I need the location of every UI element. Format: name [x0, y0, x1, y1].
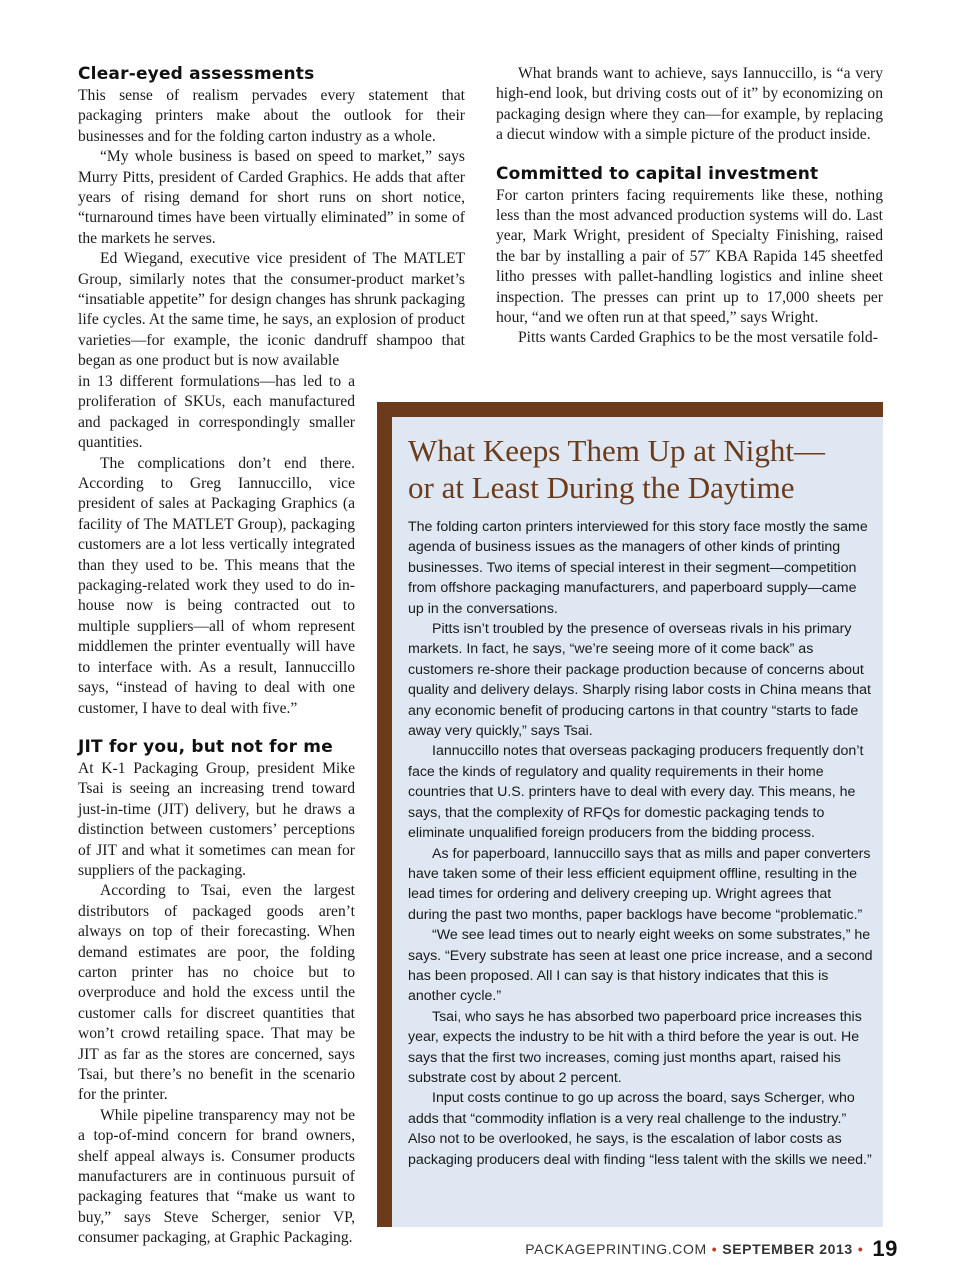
- sidebar-box: [377, 402, 883, 1227]
- left-column-top: [78, 64, 465, 372]
- sidebar-paragraph: The folding carton printers interviewed for this story face mostly the same agenda of business issues as the managers of other kinds of printing businesses. Two items of special interest in their segment—competition from offshore packaging manufacturers, and paperboard supply—came up in the conversations.: [408, 519, 868, 617]
- paragraph: Ed Wiegand, executive vice president of The MATLET Group, similarly notes that the consumer-product market’s “insatiable appetite” for design changes has shrunk packaging life cycles. At the same time, he says, an explosion of product varieties—for example, the iconic dandruff shampoo that began as one product but is now available: [78, 250, 465, 370]
- sidebar-title-line1: What Keeps Them Up at Night—: [408, 433, 825, 468]
- paragraph: “My whole business is based on speed to market,” says Murry Pitts, president of Carded Graphics. He adds that after years of rising demand for short runs on short notice, “turnaround times have been virtually eliminated” in some of the markets he serves.: [78, 148, 465, 247]
- paragraph: At K-1 Packaging Group, president Mike Tsai is seeing an increasing trend toward just-in-time (JIT) delivery, but he draws a distinction between customers’ perceptions of JIT and what it sometimes can mean for suppliers of the packaging.: [78, 759, 355, 879]
- section-heading-capital-investment: Committed to capital investment: [496, 163, 819, 184]
- paragraph: According to Tsai, even the largest distributors of packaged goods aren’t always on top of their forecasting. When demand estimates are poor, the folding carton printer has no choice but to overproduce and hold the excess until the customer calls for discreet quantities that won’t crowd retailing space. That may be JIT as far as the stores are concerned, says Tsai, but there’s no benefit in the scenario for the printer.: [78, 882, 355, 1104]
- section-heading-jit: JIT for you, but not for me: [78, 736, 333, 757]
- footer-month: SEPTEMBER 2013: [722, 1241, 853, 1257]
- bullet-icon: •: [857, 1241, 864, 1257]
- paragraph: What brands want to achieve, says Iannuccillo, is “a very high-end look, but driving costs out of it” by economizing on packaging design where they can—for example, by replacing a diecut window with a simple picture of the product inside.: [496, 65, 883, 144]
- sidebar-paragraph: Iannuccillo notes that overseas packaging producers frequently don’t face the kinds of regulatory and quality requirements in their home countries that U.S. printers have to deal with every day. This means, he says, that the complexity of RFQs for domestic packaging tends to eliminate unqualified foreign producers from the bidding process.: [408, 743, 864, 842]
- sidebar-paragraph: As for paperboard, Iannuccillo says that as mills and paper converters have taken some of their less efficient equipment offline, resulting in the lead times for ordering and delivery creeping up. Wright agrees that during the past two months, paper backlogs have become “problematic.”: [408, 845, 871, 923]
- left-column-narrow: [78, 372, 355, 1249]
- paragraph: The complications don’t end there. According to Greg Iannuccillo, vice president of sales at Packaging Graphics (a facility of The MATLET Group), packaging customers are a lot less vertically integrated than they used to be. This means that the packaging-related work they used to do in-house now is being contracted out to multiple suppliers—all of whom represent middlemen the printer eventually will have to interface with. As a result, Iannuccillo says, “instead of having to deal with one customer, I have to deal with five.”: [78, 454, 355, 717]
- right-column: [496, 64, 883, 349]
- sidebar-paragraph: “We see lead times out to nearly eight weeks on some substrates,” he says. “Every substrate has seen at least one price increase, and a second has been proposed. All I can say is that history indicates that this is another cycle.”: [408, 927, 873, 1005]
- paragraph: While pipeline transparency may not be a top-of-mind concern for brand owners, shelf appeal always is. Consumer products manufacturers are in continuous pursuit of packaging features that “make us want to buy,” says Steve Scherger, senior VP, consumer packaging, at Graphic Packaging.: [78, 1106, 355, 1247]
- section-heading-clear-eyed: Clear-eyed assessments: [78, 64, 315, 84]
- paragraph: in 13 different formulations—has led to a proliferation of SKUs, each manufactured and packaged in correspondingly smaller quantities.: [78, 373, 355, 452]
- page-footer: [525, 1236, 898, 1262]
- sidebar-paragraph: Input costs continue to go up across the board, says Scherger, who adds that “commodity inflation is a very real challenge to the industry.” Also not to be overlooked, he says, is the escalation of labor costs as packaging producers deal with finding “less talent with the skills we need.”: [408, 1090, 872, 1168]
- sidebar-body: [408, 517, 874, 1170]
- bullet-icon: •: [711, 1241, 718, 1257]
- sidebar-title-line2: or at Least During the Daytime: [408, 470, 795, 505]
- sidebar-paragraph: Tsai, who says he has absorbed two paperboard price increases this year, expects the industry to be hit with a third before the year is out. He says that the first two increases, coming just months apart, raised his substrate cost by about 2 percent.: [408, 1008, 862, 1086]
- paragraph: For carton printers facing requirements like these, nothing less than the most advanced production systems will do. Last year, Mark Wright, president of Specialty Finishing, raised the bar by installing a pair of 57˝ KBA Rapida 145 sheetfed litho presses with pallet-handling logistics and inline sheet inspection. The presses can print up to 17,000 sheets per hour, “and we often run at that speed,” says Wright.: [496, 186, 883, 327]
- footer-site: PACKAGEPRINTING.COM: [525, 1241, 707, 1257]
- page-number: 19: [872, 1236, 898, 1261]
- paragraph: This sense of realism pervades every statement that packaging printers make about the outlook for their businesses and for the folding carton industry as a whole.: [78, 87, 465, 145]
- sidebar-title: [408, 432, 878, 506]
- paragraph: Pitts wants Carded Graphics to be the most versatile fold-: [518, 329, 878, 347]
- sidebar-paragraph: Pitts isn’t troubled by the presence of overseas rivals in his primary markets. In fact, he says, “we’re seeing more of it come back” as customers re-shore their package production because of concerns about quality and delivery delays. Sharply rising labor costs in China means that any economic benefit of producing cartons in that country “starts to fade away very quickly,” says Tsai.: [408, 621, 871, 740]
